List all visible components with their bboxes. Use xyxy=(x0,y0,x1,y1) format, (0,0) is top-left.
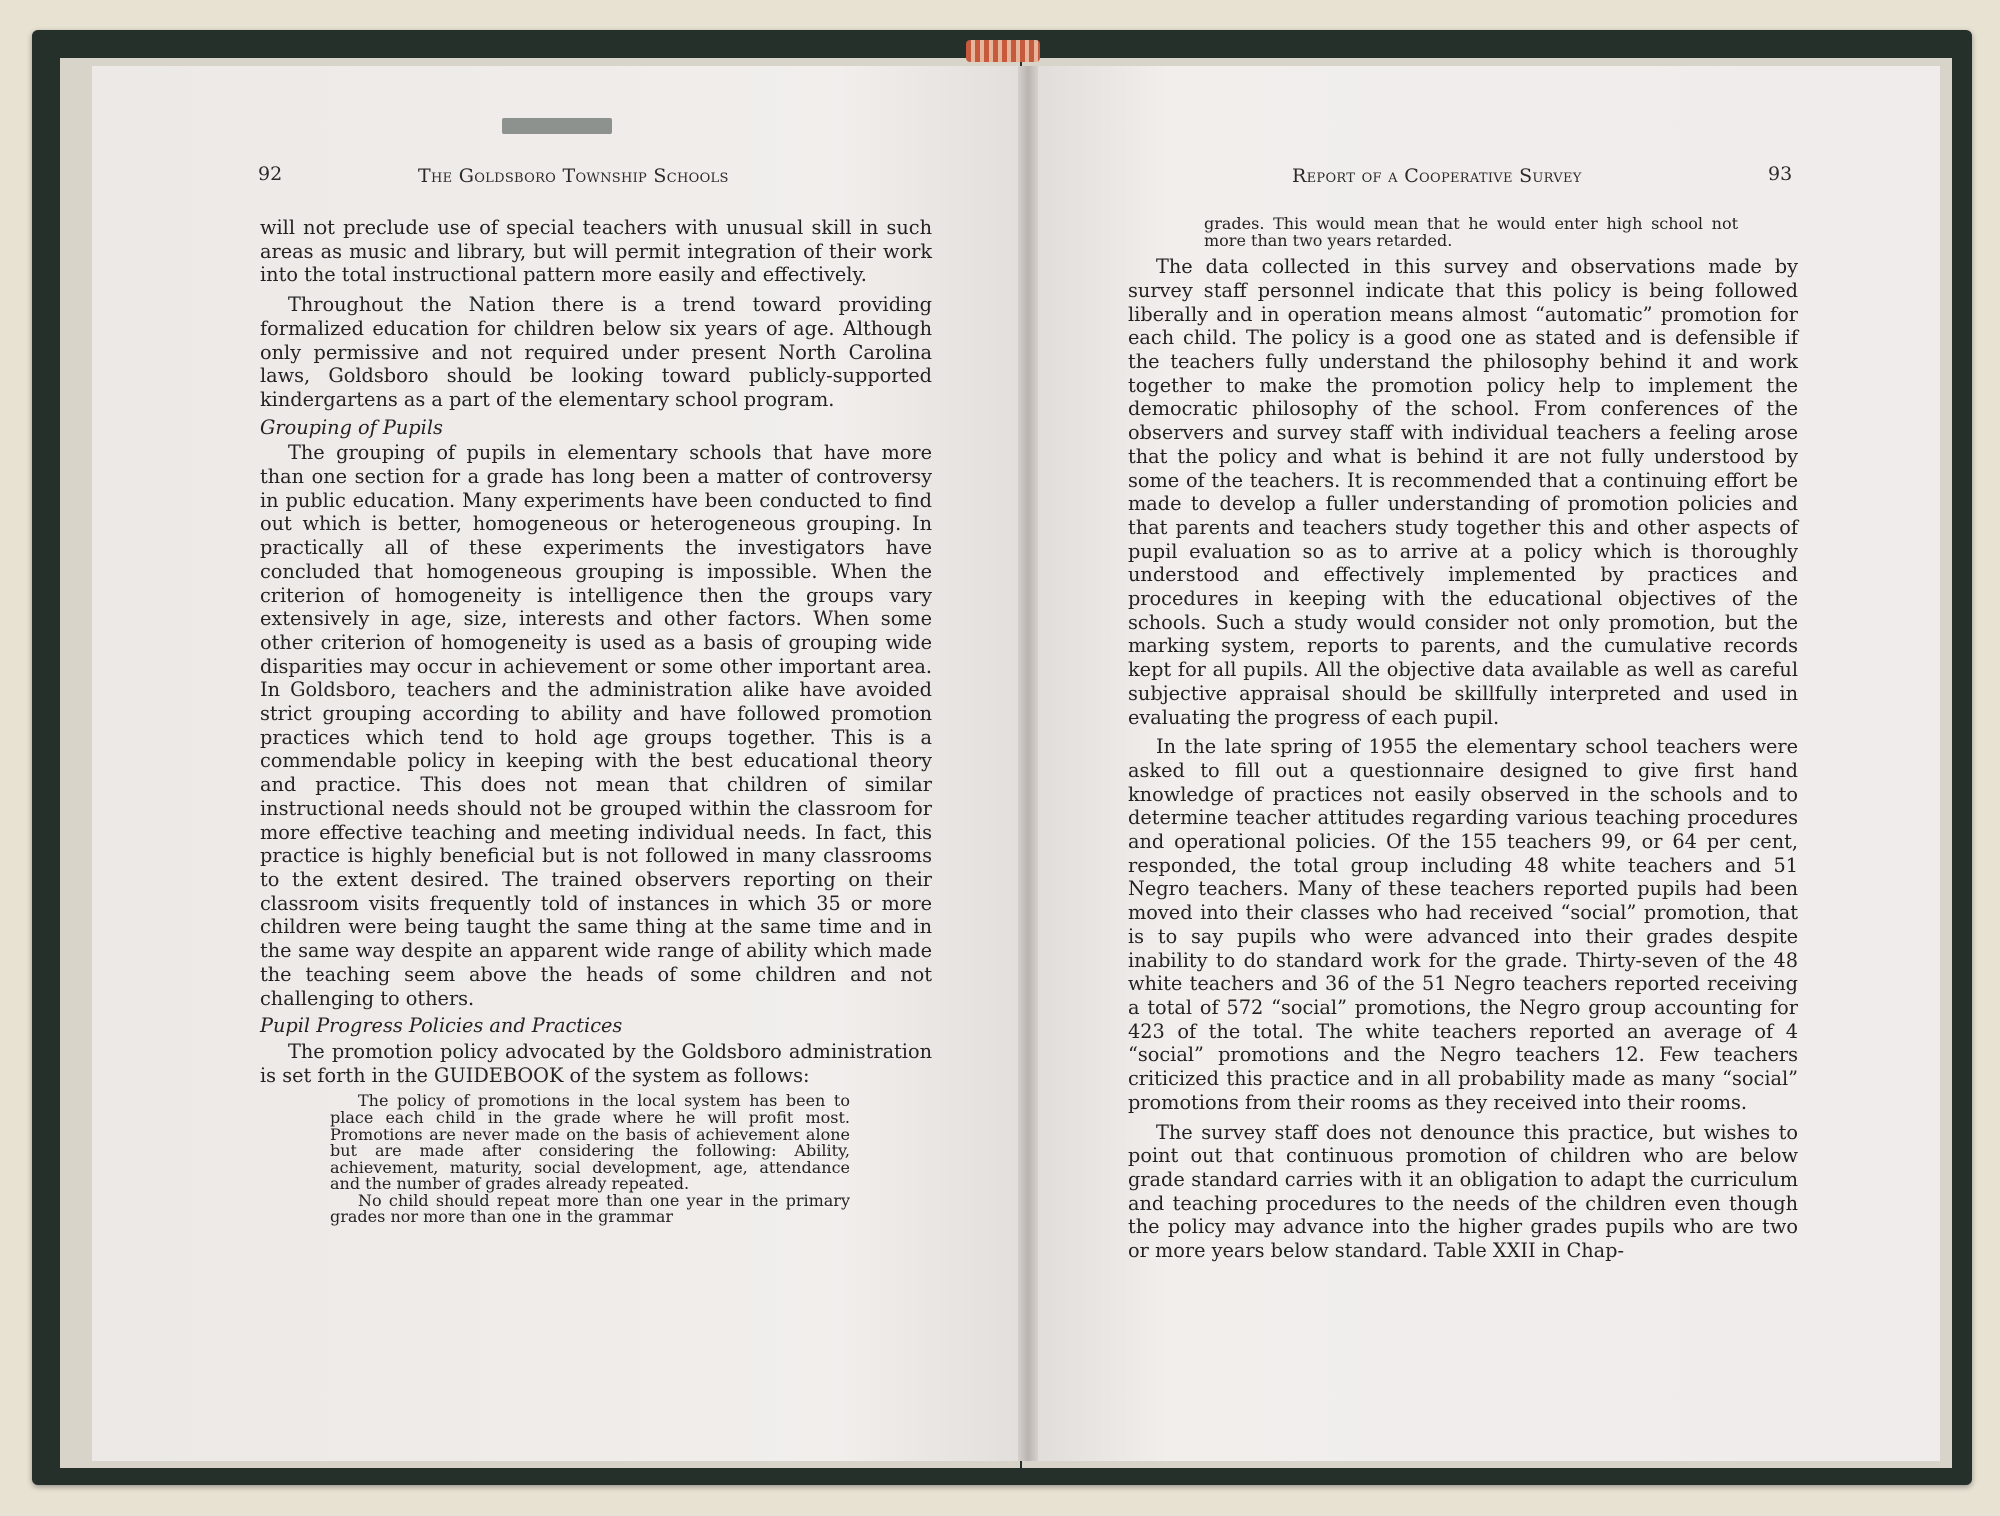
right-text-column xyxy=(1128,216,1798,1263)
quote-paragraph: grades. This would mean that he would enter high school not more than two years retarded. xyxy=(1204,214,1738,250)
paragraph: The promotion policy advocated by the Goldsboro administration is set forth in the GUIDEBOOK of the system as follows: xyxy=(260,1039,932,1087)
book-headband xyxy=(966,40,1040,62)
book-gutter xyxy=(1018,66,1038,1461)
block-quote xyxy=(1204,216,1738,249)
paragraph: will not preclude use of special teachers with unusual skill in such areas as music and library, but will permit integration of their work into the total instructional pattern more easily and effectively. xyxy=(260,216,932,287)
ink-smudge xyxy=(502,118,612,134)
left-page-number: 92 xyxy=(258,163,283,185)
quote-paragraph: The policy of promotions in the local system has been to place each child in the grade where he will profit most. Promotions are never made on the basis of achievement alone but are made after considering the following: Ability, achievement, maturity, social development, age, attendance and the number of grades already repeated. xyxy=(330,1091,850,1194)
section-heading: Pupil Progress Policies and Practices xyxy=(260,1014,623,1038)
left-running-head: The Goldsboro Township Schools xyxy=(418,165,729,187)
block-quote xyxy=(330,1093,850,1226)
paragraph: In the late spring of 1955 the elementary school teachers were asked to fill out a questionnaire designed to give first hand knowledge of practices not easily observed in the schools and to determine teacher attitudes regarding various teaching procedures and operational policies. Of the 155 teachers 99, or 64 per cent, responded, the total group including 48 white teachers and 51 Negro teachers. Many of these teachers reported pupils had been moved into their classes who had received “social” promotion, that is to say pupils who were advanced into their grades despite inability to do standard work for the grade. Thirty-seven of the 48 white teachers and 36 of the 51 Negro teachers reported receiving a total of 572 “social” promotions, the Negro group accounting for 423 of the total. The white teachers reported an average of 4 “social” promotions and the Negro teachers 12. Few teachers criticized this practice and in all probability made as many “social” promotions from their rooms as they received into their rooms. xyxy=(1128,735,1798,1114)
right-page-number: 93 xyxy=(1768,163,1793,185)
paragraph: The data collected in this survey and observations made by survey staff personnel indicate that this policy is being followed liberally and in operation means almost “automatic” promotion for each child. The policy is a good one as stated and is defensible if the teachers fully understand the philosophy behind it and work together to make the promotion policy help to implement the democratic philosophy of the school. From conferences of the observers and survey staff with individual teachers a feeling arose that the policy and what is behind it are not fully understood by some of the teachers. It is recommended that a continuing effort be made to develop a fuller understanding of promotion policies and that parents and teachers study together this and other aspects of pupil evaluation so as to arrive at a policy which is thoroughly understood and effectively implemented by practices and procedures in keeping with the educational objectives of the schools. Such a study would consider not only promotion, but the marking system, reports to parents, and the cumulative records kept for all pupils. All the objective data available as well as careful subjective appraisal should be skillfully interpreted and used in evaluating the progress of each pupil. xyxy=(1128,255,1798,729)
paragraph: The survey staff does not denounce this practice, but wishes to point out that continuous promotion of children who are below grade standard carries with it an obligation to adapt the curriculum and teaching procedures to the needs of the children even though the policy may advance into the higher grades pupils who are two or more years below standard. Table XXII in Chap- xyxy=(1128,1120,1798,1263)
left-text-column xyxy=(260,216,932,1226)
paragraph: The grouping of pupils in elementary schools that have more than one section for a grade has long been a matter of controversy in public education. Many experiments have been conducted to find out which is better, homogeneous or heterogeneous grouping. In practically all of these experiments the investigators have concluded that homogeneous grouping is impossible. When the criterion of homogeneity is intelligence then the groups vary extensively in age, size, interests and other factors. When some other criterion of homogeneity is used as a basis of grouping wide disparities may occur in achievement or some other important area. In Goldsboro, teachers and the administration alike have avoided strict grouping according to ability and have followed promotion practices which tend to hold age groups together. This is a commendable policy in keeping with the best educational theory and practice. This does not mean that children of similar instructional needs should not be grouped within the classroom for more effective teaching and meeting individual needs. In fact, this practice is highly beneficial but is not followed in many classrooms to the extent desired. The trained observers reporting on their classroom visits frequently told of instances in which 35 or more children were being taught the same thing at the same time and in the same way despite an apparent wide range of ability which made the teaching seem above the heads of some children and not challenging to others. xyxy=(260,441,932,1010)
paragraph: Throughout the Nation there is a trend toward providing formalized education for children below six years of age. Although only permissive and not required under present North Carolina laws, Goldsboro should be looking toward publicly-supported kindergartens as a part of the elementary school program. xyxy=(260,293,932,411)
quote-paragraph: No child should repeat more than one year in the primary grades nor more than one in the grammar xyxy=(330,1190,850,1227)
right-running-head: Report of a Cooperative Survey xyxy=(1292,165,1582,187)
section-heading: Grouping of Pupils xyxy=(260,415,443,439)
